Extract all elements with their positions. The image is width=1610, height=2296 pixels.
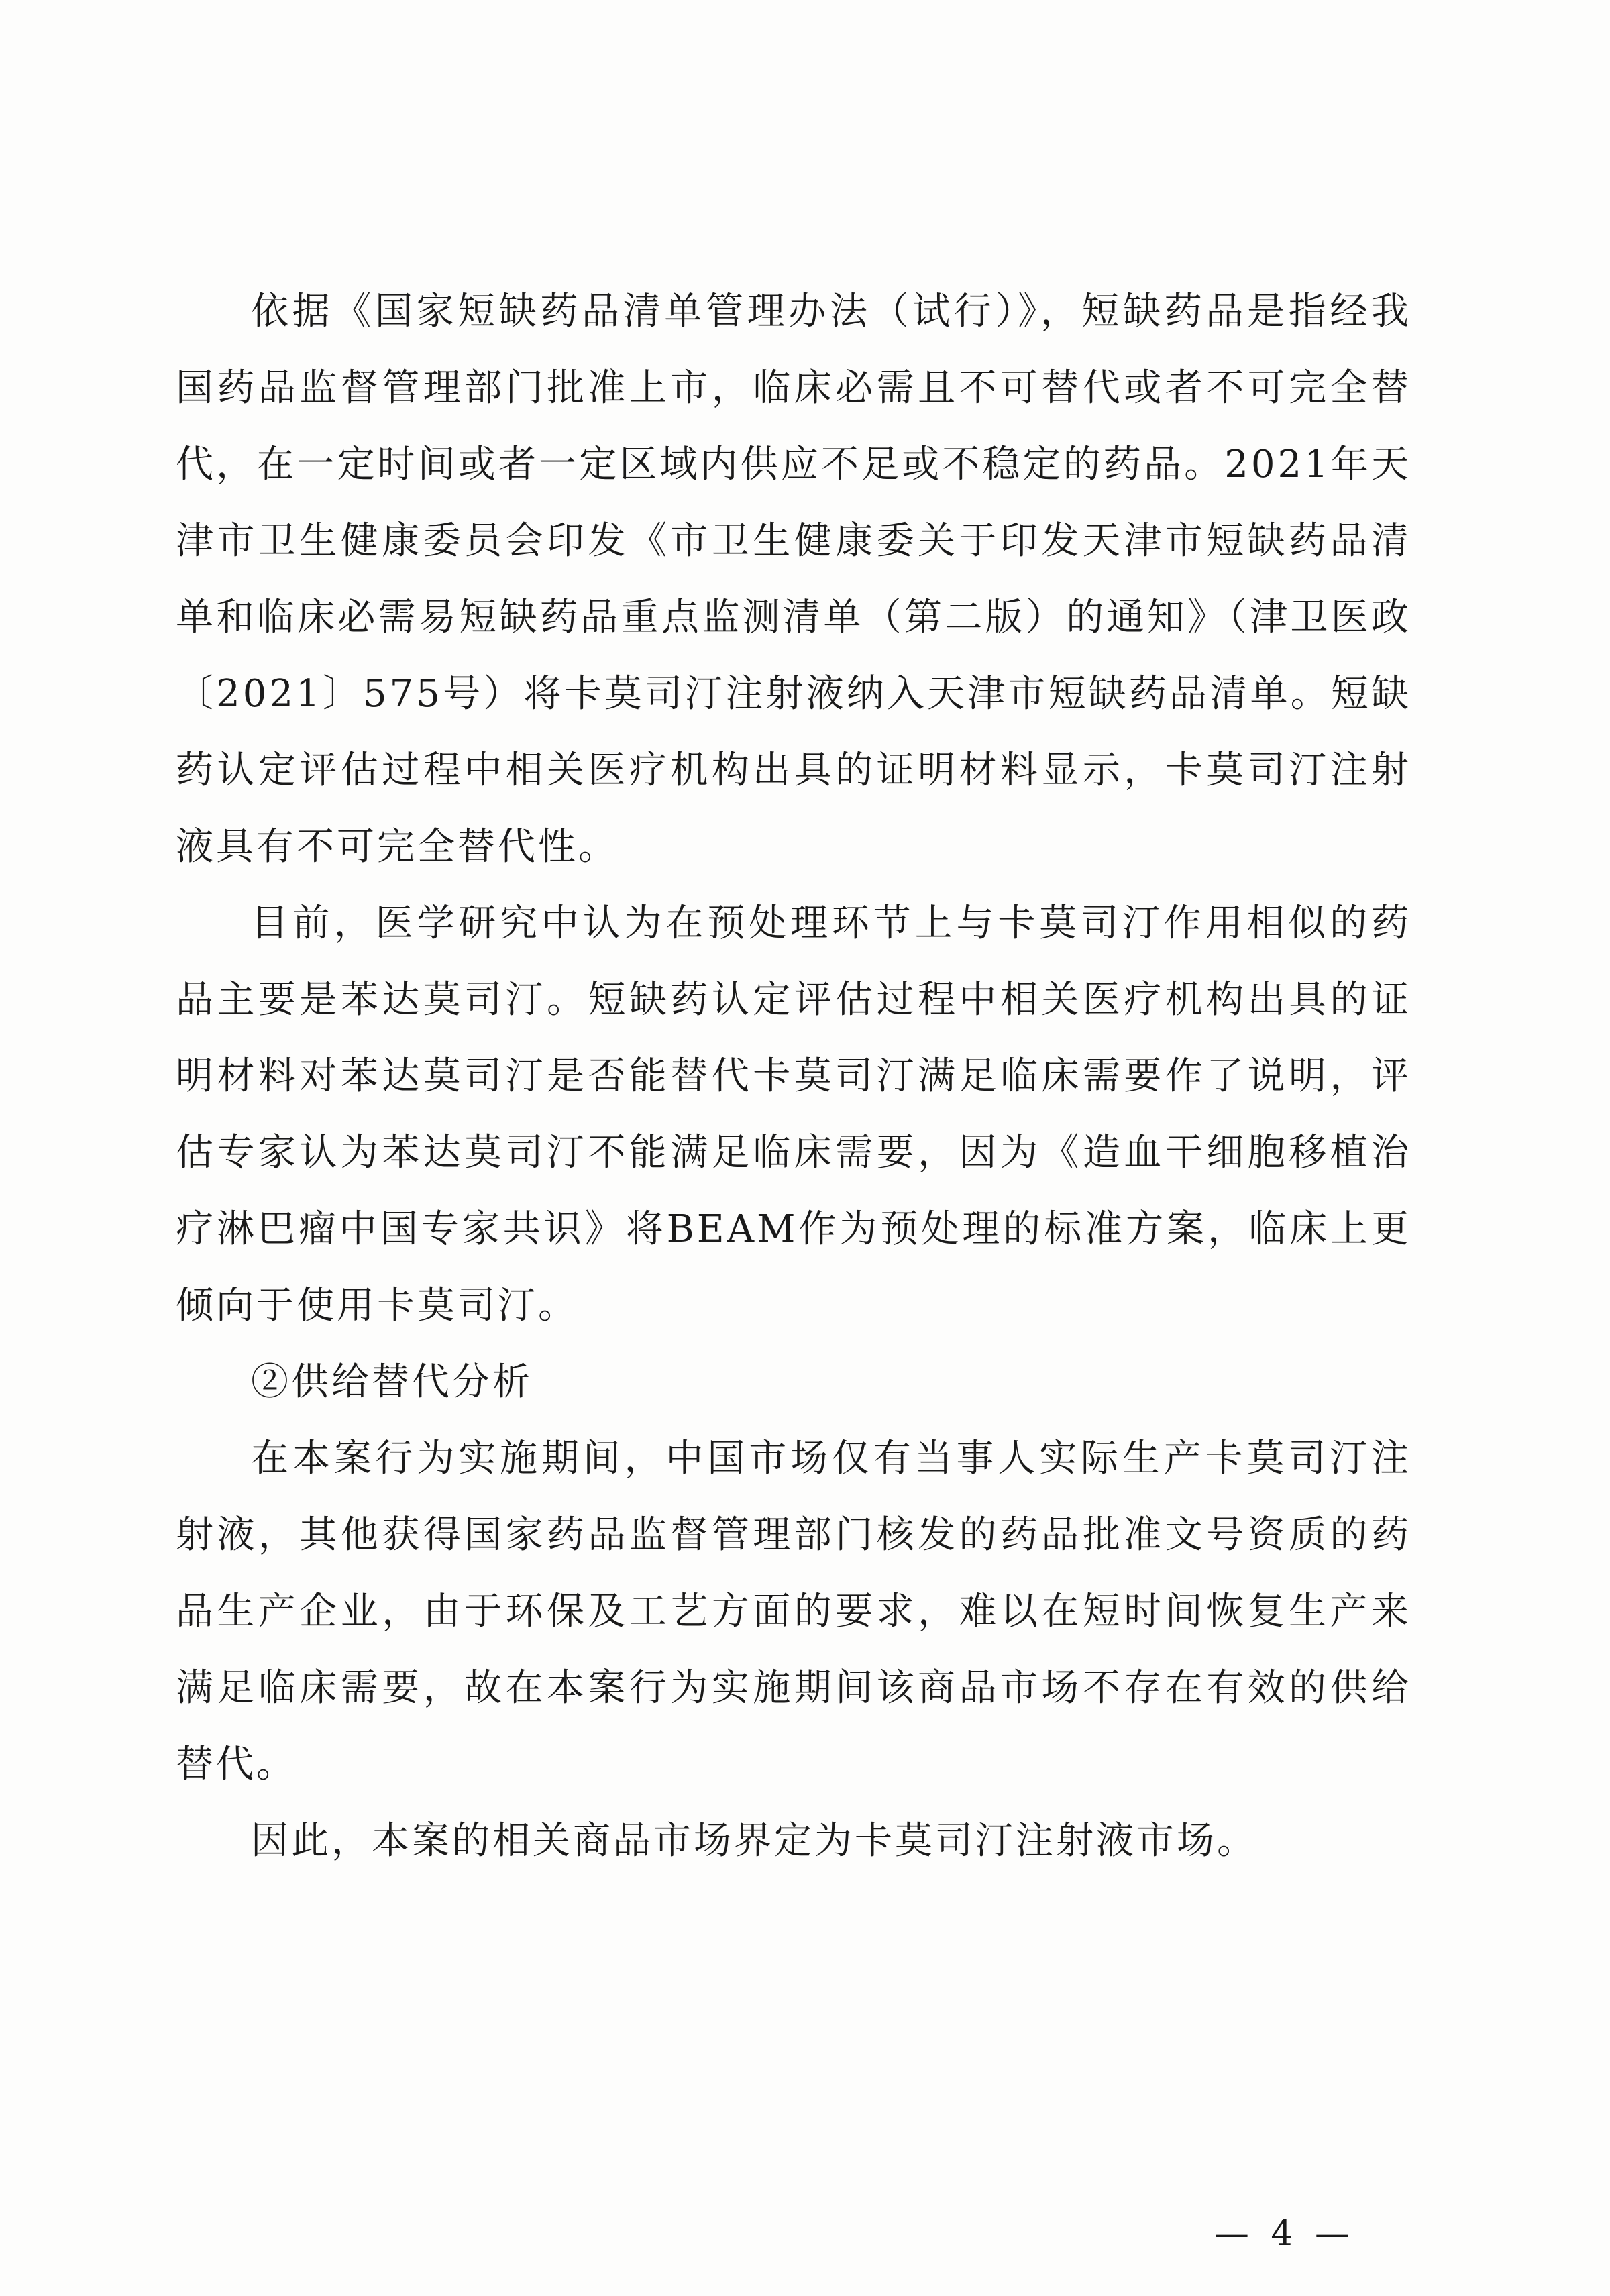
paragraph-market-conclusion: 因此，本案的相关商品市场界定为卡莫司汀注射液市场。 xyxy=(251,1819,1257,1863)
paragraph-supply-substitution: 在本案行为实施期间，中国市场仅有当事人实际生产卡莫司汀注射液，其他获得国家药品监督管理部门核发的药品批准文号资质的药品生产企业，由于环保及工艺方面的要求，难以在短时间恢复生产来满足临床需要，故在本案行为实施期间该商品市场不存在有效的供给替代。 xyxy=(176,1437,1411,1786)
body-text xyxy=(176,274,1411,1879)
paragraph-shortage-definition: 依据《国家短缺药品清单管理办法（试行）》，短缺药品是指经我国药品监督管理部门批准上市，临床必需且不可替代或者不可完全替代，在一定时间或者一定区域内供应不足或不稳定的药品。2021年天津市卫生健康委员会印发《市卫生健康委关于印发天津市短缺药品清单和临床必需易短缺药品重点监测清单（第二版）的通知》（津卫医政〔2021〕575号）将卡莫司汀注射液纳入天津市短缺药品清单。短缺药认定评估过程中相关医疗机构出具的证明材料显示，卡莫司汀注射液具有不可完全替代性。 xyxy=(176,290,1411,869)
section-heading-supply-substitution: ②供给替代分析 xyxy=(251,1360,533,1404)
paragraph-demand-substitution: 目前，医学研究中认为在预处理环节上与卡莫司汀作用相似的药品主要是苯达莫司汀。短缺药认定评估过程中相关医疗机构出具的证明材料对苯达莫司汀是否能替代卡莫司汀满足临床需要作了说明，评估专家认为苯达莫司汀不能满足临床需要，因为《造血干细胞移植治疗淋巴瘤中国专家共识》将BEAM作为预处理的标准方案，临床上更倾向于使用卡莫司汀。 xyxy=(176,901,1411,1327)
page-number: — 4 — xyxy=(1214,2213,1355,2254)
